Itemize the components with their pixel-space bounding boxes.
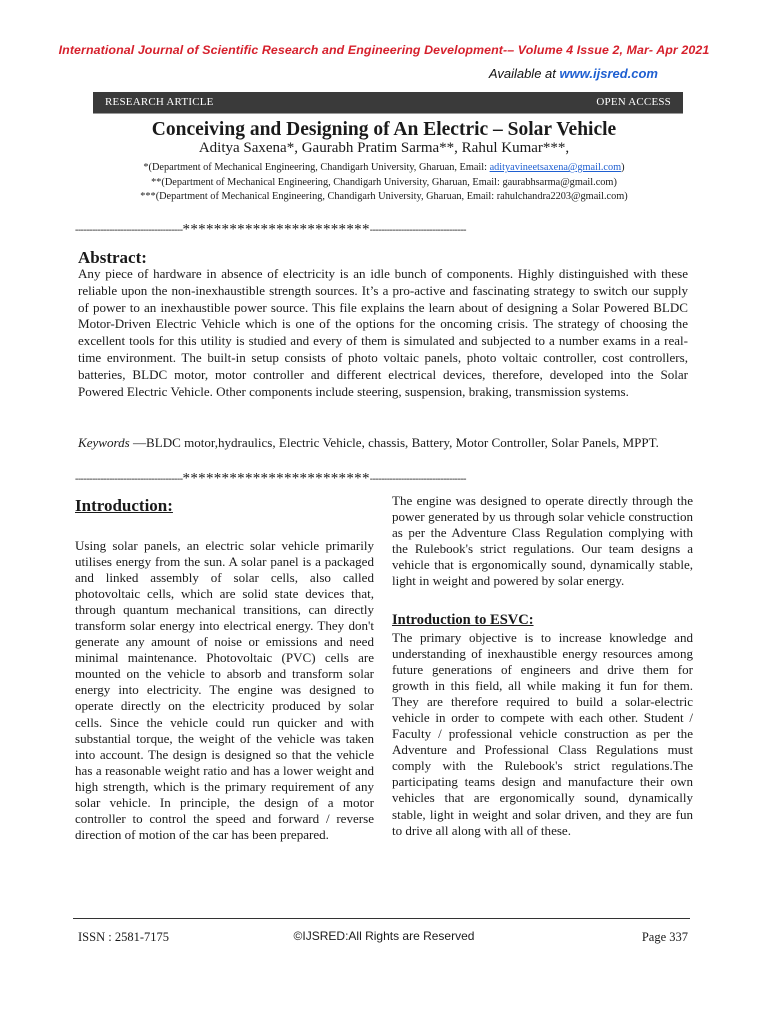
paper-title: Conceiving and Designing of An Electric – Solar Vehicle	[151, 119, 617, 140]
introduction-heading: Introduction:	[75, 496, 173, 515]
esvc-heading: Introduction to ESVC:	[392, 612, 534, 628]
email-link[interactable]: adityavineetsaxena@gmail.com	[489, 162, 622, 173]
journal-url-link[interactable]: www.ijsred.com	[559, 66, 658, 81]
separator-dashes-right: ----------------------------------	[369, 473, 466, 485]
journal-header: International Journal of Scientific Research and Engineering Development-– Volume 4 Issue 2, Mar- Apr 2021	[58, 43, 710, 57]
available-prefix: Available at	[488, 66, 560, 81]
keywords-label: Keywords	[78, 435, 130, 450]
separator-bottom	[75, 470, 687, 488]
affiliation-suffix: )	[624, 191, 628, 202]
introduction-left-column: Using solar panels, an electric solar vehicle primarily utilises energy from the sun. A solar panel is a packaged and linked assembly of solar cells, also called photovoltaic cells, which are solid state devices that, through quantum mechanical transitions, can directly transform solar energy into electrical energy. They don't generate any amount of noise or emissions and need minimal maintenance. Photovoltaic (PVC) cells are mounted on the vehicle to absorb and transform solar energy into electricity. The engine was designed to operate directly on the electricity produced by solar cells. Since the vehicle could run quicker and with substantial torque, the weight of the vehicle was taken into account. The design is designed so that the vehicle has a reasonable weight ratio and has a lower weight and high strength, which is the primary requirement of any solar vehicle. In principle, the design of a motor controller to control the speed and forward / reverse direction of motion of the car has been prepared.	[75, 538, 374, 842]
affiliation-text: ***(Department of Mechanical Engineering, Chandigarh University, Gharuan, Email:	[140, 191, 497, 202]
affiliation-1	[0, 162, 768, 173]
introduction-right-column: The engine was designed to operate directly through the power generated by us through solar vehicle construction as per the Adventure Class Regulation complying with the Rulebook's strict regulations. Our team designs a vehicle that is ergonomically sound, dynamically stable, light in weight and powered by solar energy.	[392, 493, 693, 589]
open-access-label: OPEN ACCESS	[596, 96, 671, 108]
separator-stars: ************************	[182, 470, 370, 487]
separator-dashes-right: ----------------------------------	[369, 224, 466, 236]
article-type-bar	[93, 92, 683, 113]
available-at	[489, 66, 658, 81]
separator-dashes-left: --------------------------------------	[75, 224, 183, 236]
footer-divider	[73, 918, 690, 919]
footer-issn: ISSN : 2581-7175	[78, 930, 169, 944]
affiliation-suffix: )	[621, 162, 625, 173]
research-article-label: RESEARCH ARTICLE	[105, 96, 214, 108]
abstract-text: Any piece of hardware in absence of electricity is an idle bunch of components. Highly distinguished with these reliable upon the non-inexhaustible strength sources. It’s a pro-active and fascinating strategy to switch our supply of power to an inexhaustible power source. This file explains the learn about of designing a Solar Powered BLDC Motor-Driven Electric Vehicle which is one of the options for the oncoming crisis. The strategy of choosing the excellent tools for this utility is studied and every of them is simulated and subjected to a number exams in a real-time environment. The built-in setup consists of photo voltaic panels, photo voltaic controller, cost controllers, batteries, BLDC motor, motor controller and different electrical devices, therefore, developed into the Solar Powered Electric Vehicle. Other components include steering, suspension, braking, transmission systems.	[78, 266, 688, 399]
affiliation-text: *(Department of Mechanical Engineering, Chandigarh University, Gharuan, Email:	[143, 162, 490, 173]
paper-authors: Aditya Saxena*, Gaurabh Pratim Sarma**, Rahul Kumar***,	[198, 140, 570, 156]
separator-dashes-left: --------------------------------------	[75, 473, 183, 485]
affiliation-suffix: )	[613, 177, 617, 188]
email-text: gaurabhsarma@gmail.com	[502, 177, 614, 188]
separator-top	[75, 221, 687, 239]
separator-stars: ************************	[182, 221, 370, 238]
footer-page-number: Page 337	[641, 930, 688, 944]
affiliation-text: **(Department of Mechanical Engineering, Chandigarh University, Gharuan, Email:	[151, 177, 503, 188]
footer-rights: ©IJSRED:All Rights are Reserved	[293, 929, 475, 943]
affiliation-3	[0, 191, 768, 202]
affiliation-2	[0, 177, 768, 188]
keywords-text: —BLDC motor,hydraulics, Electric Vehicle, chassis, Battery, Motor Controller, Solar Panels, MPPT.	[129, 435, 659, 450]
abstract-heading: Abstract:	[78, 248, 147, 267]
keywords	[78, 434, 688, 451]
esvc-text: The primary objective is to increase knowledge and understanding of inexhaustible energy resources among future generations of engineers and drive them for growth in this field, all while making it fun for them. They are therefore required to build a solar-electric vehicle in order to compete with each other. Student / Faculty / professional vehicle construction as per the Adventure and Professional Class Regulations must comply with the Rulebook's strict regulations.The participating teams design and manufacture their own vehicles that are ergonomically sound, dynamically stable, light in weight and solar driven, and they are fun to drive all along with all of these.	[392, 630, 693, 838]
email-text: rahulchandra2203@gmail.com	[496, 191, 625, 202]
